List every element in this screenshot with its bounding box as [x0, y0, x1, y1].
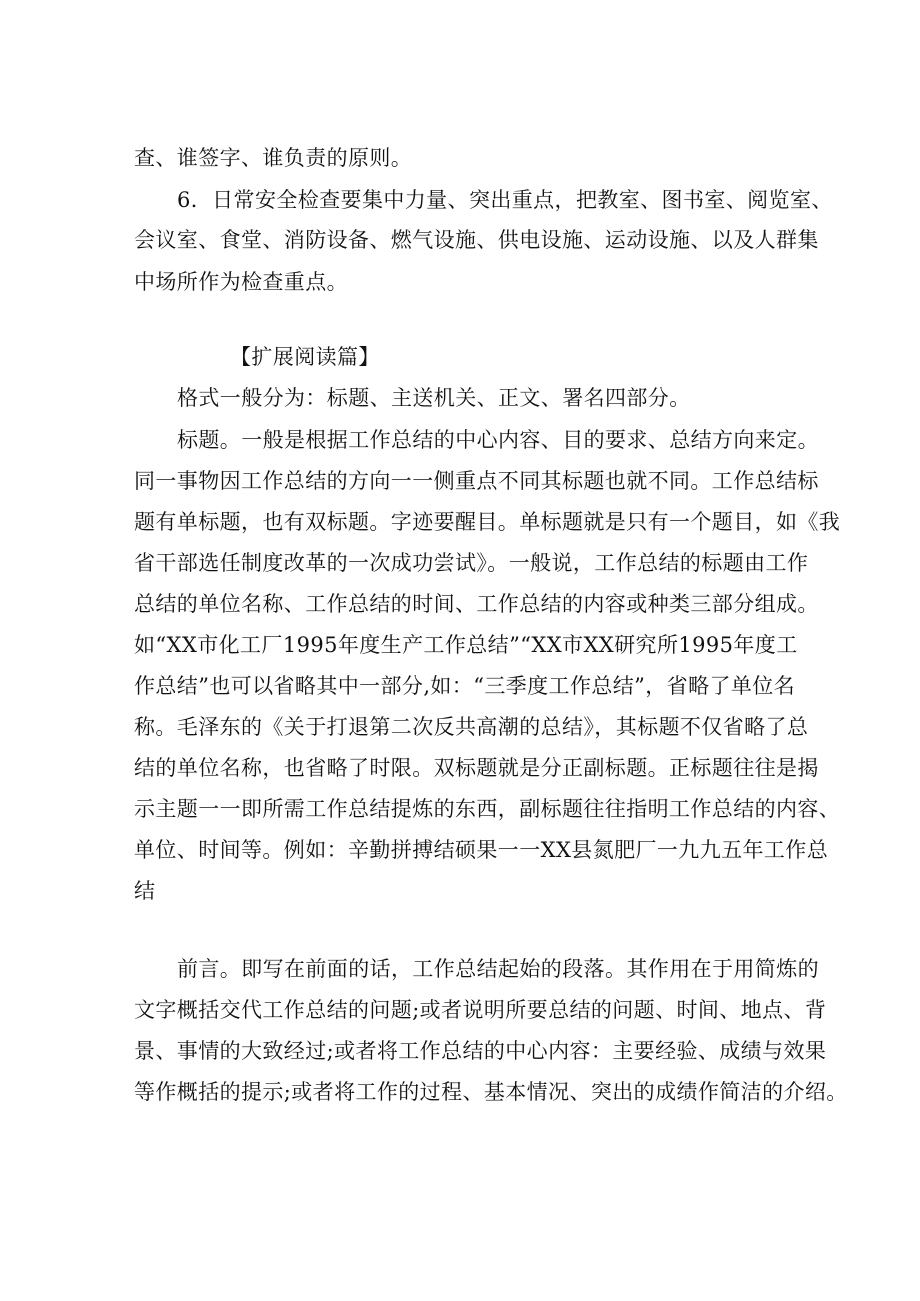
text-line: 景、事情的大致经过;或者将工作总结的中心内容：主要经验、成绩与效果 [134, 1039, 827, 1063]
text-line: 同一事物因工作总结的方向一一侧重点不同其标题也就不同。工作总结标 [134, 469, 819, 493]
text-line: 称。毛泽东的《关于打退第二次反共高潮的总结》，其标题不仅省略了总 [134, 715, 809, 739]
text-line: 省干部选任制度改革的一次成功尝试》。一般说，工作总结的标题由工作 [134, 551, 809, 575]
text-line: 总结的单位名称、工作总结的时间、工作总结的内容或种类三部分组成。 [134, 592, 819, 616]
text-line: 中场所作为检查重点。 [134, 270, 348, 294]
text-line: 查、谁签字、谁负责的原则。 [134, 146, 413, 170]
text-line: 单位、时间等。例如：辛勤拼搏结硕果一一XX县氮肥厂一九九五年工作总 [134, 838, 829, 862]
text-line: 题有单标题，也有双标题。字迹要醒目。单标题就是只有一个题目，如《我 [134, 510, 841, 534]
text-line: 前言。即写在前面的话，工作总结起始的段落。其作用在于用简炼的 [177, 957, 819, 981]
text-line: 文字概括交代工作总结的问题;或者说明所要总结的问题、时间、地点、背 [134, 998, 827, 1022]
text-line: 结的单位名称，也省略了时限。双标题就是分正副标题。正标题往往是揭 [134, 756, 819, 780]
text-line: 示主题一一即所需工作总结提炼的东西，副标题往往指明工作总结的内容、 [134, 797, 841, 821]
text-line: 会议室、食堂、消防设备、燃气设施、供电设施、运动设施、以及人群集 [134, 228, 819, 252]
text-line: 如“XX市化工厂1995年度生产工作总结”“XX市XX研究所1995年度工 [134, 633, 798, 657]
text-line: 等作概括的提示;或者将工作的过程、基本情况、突出的成绩作简洁的介绍。 [134, 1080, 848, 1104]
text-line: 作总结”也可以省略其中一部分,如：“三季度工作总结”，省略了单位名 [134, 674, 796, 698]
text-line: 格式一般分为：标题、主送机关、正文、署名四部分。 [177, 386, 691, 410]
section-heading: 【扩展阅读篇】 [230, 345, 380, 369]
text-line: 标题。一般是根据工作总结的中心内容、目的要求、总结方向来定。 [177, 428, 819, 452]
text-line: 6．日常安全检查要集中力量、突出重点，把教室、图书室、阅览室、 [177, 188, 833, 212]
text-line: 结 [134, 879, 156, 903]
